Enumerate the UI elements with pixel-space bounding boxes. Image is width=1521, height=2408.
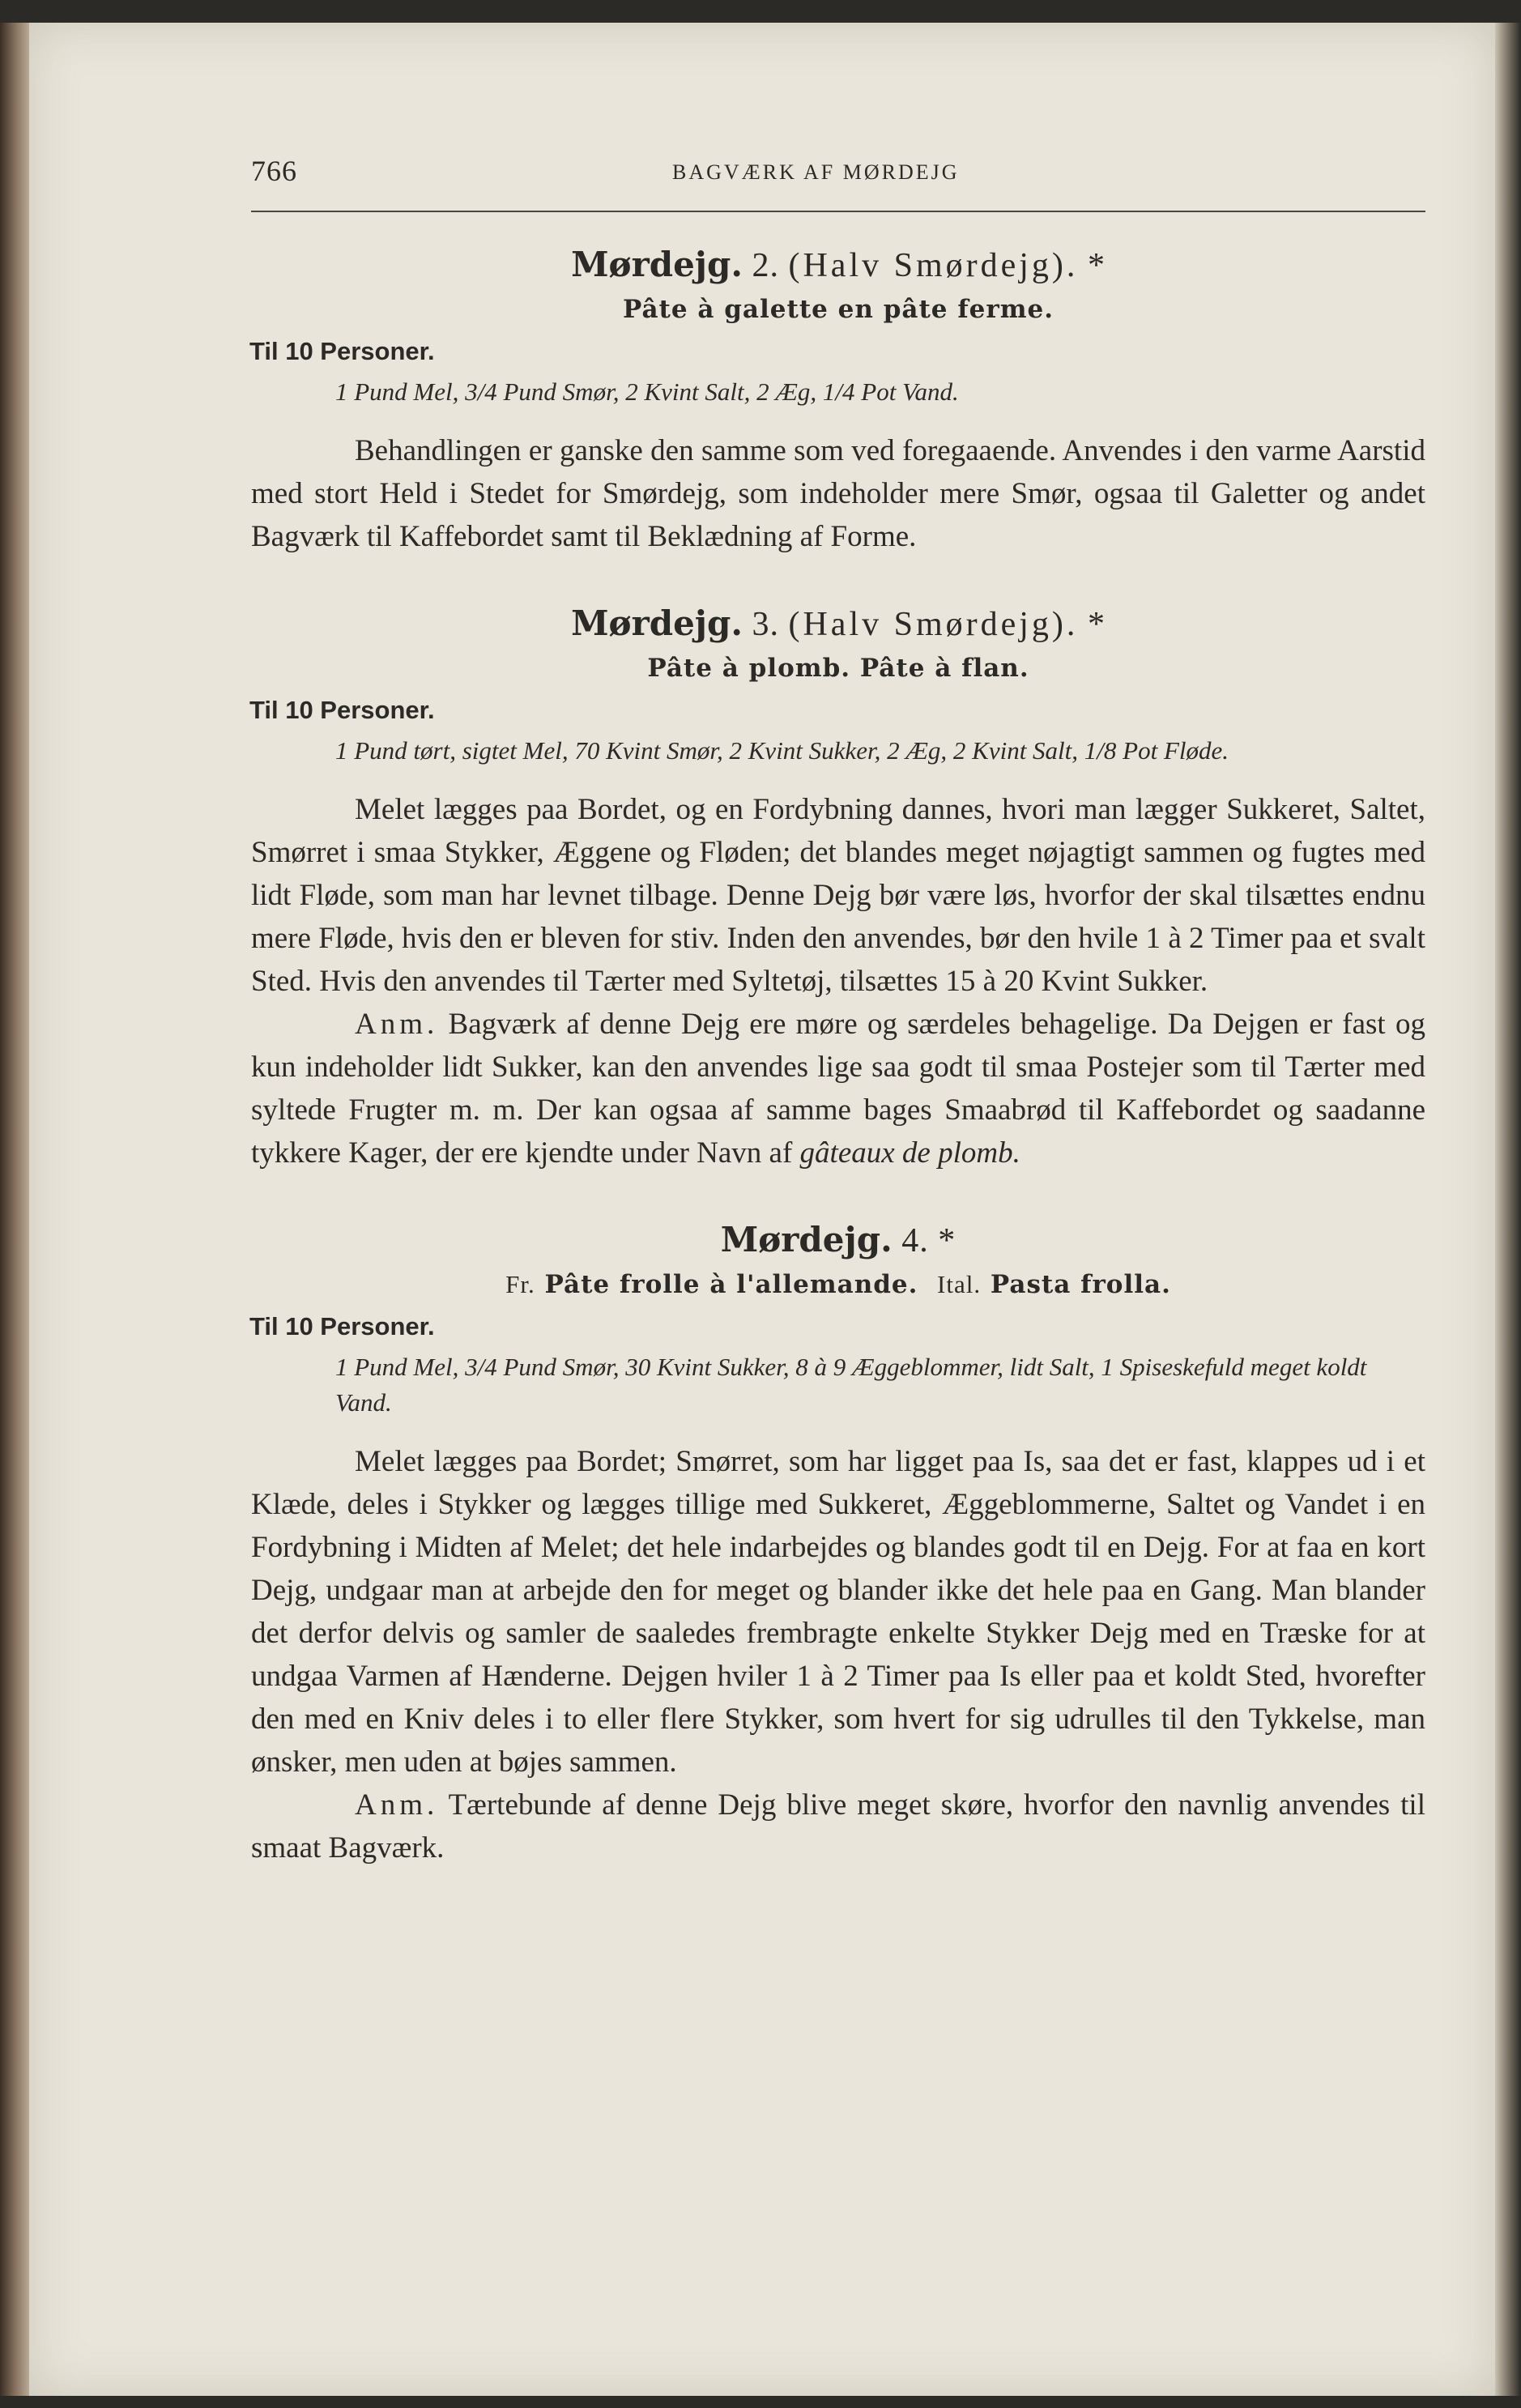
- recipe-number: 4.: [901, 1222, 929, 1259]
- recipe-ingredients: 1 Pund Mel, 3/4 Pund Smør, 30 Kvint Sukker, 8 à 9 Æggeblommer, lidt Salt, 1 Spiseskefuld meget koldt Vand.: [335, 1353, 1367, 1417]
- italian-label: Ital.: [937, 1270, 982, 1298]
- annotation-text: Bagværk af denne Dejg ere møre og særdeles behagelige. Da Dejgen er fast og kun indeholder lidt Sukker, kan den anvendes lige saa godt til smaa Postejer som til Tærter med syltede Frugter m. m. Der kan ogsaa af samme bages Smaabrød til Kaffebordet og saadanne tykkere Kager, der ere kjendte under Navn af: [251, 1008, 1425, 1170]
- recipe-paragraph: Melet lægges paa Bordet, og en Fordybning dannes, hvori man lægger Sukkeret, Saltet, Smørret i smaa Stykker, Æggene og Fløden; det blandes meget nøjagtigt sammen og fugtes med lidt Fløde, som man har levnet tilbage. Denne Dejg bør være løs, hvorfor der skal tilsættes endnu mere Fløde, hvis den er bleven for stiv. Inden den anvendes, bør den hvile 1 à 2 Timer paa et svalt Sted. Hvis den anvendes til Tærter med Syltetøj, tilsættes 15 à 20 Kvint Sukker.: [251, 793, 1425, 998]
- recipe-annotation: [251, 1784, 1425, 1869]
- annotation-label: Anm.: [355, 1788, 439, 1822]
- page-header: [251, 154, 1425, 202]
- annotation-italic: gâteaux de plomb.: [799, 1136, 1020, 1170]
- recipe-italian-name: Pasta frolla.: [990, 1270, 1171, 1299]
- recipe-french-name: Pâte à plomb. Pâte à flan.: [647, 654, 1029, 683]
- recipe-subtitle-paren: (Halv Smørdejg).: [788, 606, 1079, 643]
- recipe-number: 3.: [752, 606, 779, 643]
- french-label: Fr.: [505, 1270, 535, 1298]
- recipe-ingredients: 1 Pund Mel, 3/4 Pund Smør, 2 Kvint Salt, 2 Æg, 1/4 Pot Vand.: [335, 377, 959, 406]
- recipe-french-name: Pâte frolle à l'allemande.: [544, 1270, 918, 1299]
- recipe-number: 2.: [752, 247, 779, 284]
- recipe-mordejg-2: [251, 245, 1425, 558]
- recipe-star: *: [1087, 606, 1106, 643]
- recipe-title-bold: Mørdejg.: [571, 245, 743, 284]
- page-content: [251, 154, 1425, 1869]
- recipe-title-bold: Mørdejg.: [720, 1220, 893, 1259]
- recipe-paragraph: Behandlingen er ganske den samme som ved foregaaende. Anvendes i den varme Aarstid med stort Held i Stedet for Smørdejg, som indeholder mere Smør, ogsaa til Galetter og andet Bagværk til Kaffebordet samt til Beklædning af Forme.: [251, 434, 1425, 553]
- recipe-title: [251, 1220, 1425, 1260]
- recipe-persons: Til 10 Personer.: [249, 337, 435, 365]
- header-rule: [251, 211, 1425, 212]
- recipe-persons: Til 10 Personer.: [249, 696, 435, 724]
- recipe-paragraph: Melet lægges paa Bordet; Smørret, som har ligget paa Is, saa det er fast, klappes ud i et Klæde, deles i Stykker og lægges tillige med Sukkeret, Æggeblommerne, Saltet og Vandet i en Fordybning i Midten af Melet; det hele indarbejdes og blandes godt til en Dejg. For at faa en kort Dejg, undgaar man at arbejde den for meget og blander ikke det hele paa en Gang. Man blander det derfor delvis og samler de saaledes frembragte enkelte Stykker Dejg med en Træske for at undgaa Varmen af Hænderne. Dejgen hviler 1 à 2 Timer paa Is eller paa et koldt Sted, hvorefter den med en Kniv deles i to eller flere Stykker, som hvert for sig udrulles til den Tykkelse, man ønsker, men uden at bøjes sammen.: [251, 1445, 1425, 1779]
- recipe-mordejg-4: [251, 1220, 1425, 1869]
- recipe-french-name: Pâte à galette en pâte ferme.: [622, 295, 1054, 324]
- recipe-annotation: [251, 1003, 1425, 1174]
- recipe-title-bold: Mørdejg.: [571, 603, 743, 643]
- recipe-subtitle-paren: (Halv Smørdejg).: [788, 247, 1079, 284]
- recipe-star: *: [938, 1222, 956, 1259]
- recipe-title: [251, 245, 1425, 285]
- recipe-title: [251, 603, 1425, 644]
- annotation-text: Tærtebunde af denne Dejg blive meget skøre, hvorfor den navnlig anvendes til smaat Bagværk.: [251, 1788, 1425, 1865]
- recipe-ingredients: 1 Pund tørt, sigtet Mel, 70 Kvint Smør, 2 Kvint Sukker, 2 Æg, 2 Kvint Salt, 1/8 Pot Fløde.: [335, 736, 1229, 765]
- running-title: BAGVÆRK AF MØRDEJG: [672, 160, 960, 184]
- recipe-mordejg-3: [251, 603, 1425, 1174]
- recipe-star: *: [1087, 247, 1106, 284]
- recipe-foreign-names: [251, 1270, 1425, 1299]
- annotation-label: Anm.: [355, 1008, 439, 1041]
- page-edge: [1495, 23, 1521, 2396]
- page-number: 766: [251, 155, 297, 187]
- recipe-persons: Til 10 Personer.: [249, 1312, 435, 1340]
